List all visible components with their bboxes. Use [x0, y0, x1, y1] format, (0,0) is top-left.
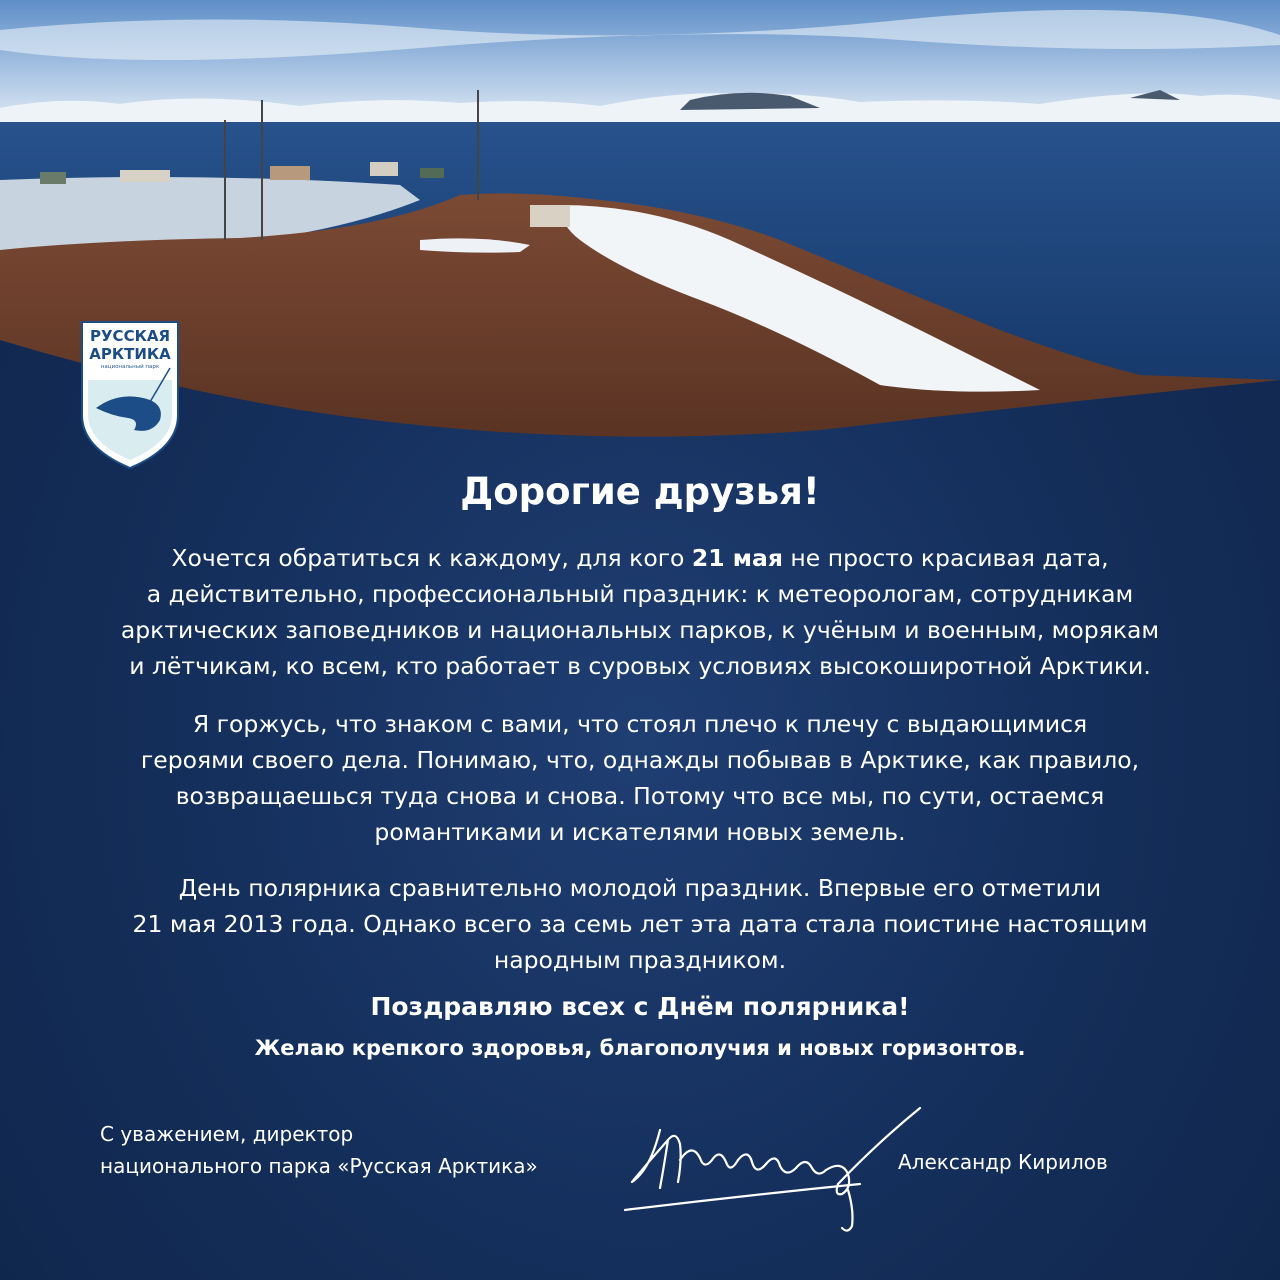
page-title: Дорогие друзья!: [460, 470, 820, 513]
regards-block: [100, 1118, 538, 1182]
paragraph-line: народным праздником.: [493, 946, 787, 974]
date-highlight: 21 мая: [691, 544, 783, 572]
paragraph-line: День полярника сравнительно молодой праздник. Впервые его отметили: [178, 874, 1102, 902]
paragraph-pride: [60, 706, 1220, 850]
paragraph-line: и лётчикам, ко всем, кто работает в суровых условиях высокоширотной Арктики.: [129, 652, 1151, 680]
paragraph-line: арктических заповедников и национальных парков, к учёным и военным, морякам: [120, 616, 1160, 644]
logo-title-line1: РУССКАЯ: [90, 327, 170, 345]
paragraph-line: Я горжусь, что знаком с вами, что стоял плечо к плечу с выдающимися: [192, 710, 1088, 738]
paragraph-line: героями своего дела. Понимаю, что, однажды побывав в Арктике, как правило,: [140, 746, 1140, 774]
logo-subtitle: национальный парк: [100, 364, 160, 370]
arctic-landscape-photo: [0, 0, 1280, 440]
congratulation-heading: Поздравляю всех с Днём полярника!: [370, 992, 910, 1021]
logo-title-line2: АРКТИКА: [89, 345, 171, 363]
paragraph-line: возвращаешься туда снова и снова. Потому что все мы, по сути, остаемся: [175, 782, 1105, 810]
paragraph-line: Хочется обратиться к каждому, для кого 21 мая не просто красивая дата,: [171, 544, 1109, 572]
regards-position: национального парка «Русская Арктика»: [100, 1154, 538, 1178]
paragraph-line: романтиками и искателями новых земель.: [374, 818, 906, 846]
paragraph-history: [60, 870, 1220, 978]
signer-name: Александр Кирилов: [898, 1150, 1108, 1174]
paragraph-holiday: [60, 540, 1220, 684]
regards-line: С уважением, директор: [100, 1122, 354, 1146]
wish-line: Желаю крепкого здоровья, благополучия и новых горизонтов.: [254, 1036, 1026, 1060]
handwritten-signature: [620, 1100, 930, 1240]
paragraph-line: а действительно, профессиональный праздник: к метеорологам, сотрудникам: [146, 580, 1134, 608]
paragraph-line: 21 мая 2013 года. Однако всего за семь лет эта дата стала поистине настоящим: [132, 910, 1148, 938]
